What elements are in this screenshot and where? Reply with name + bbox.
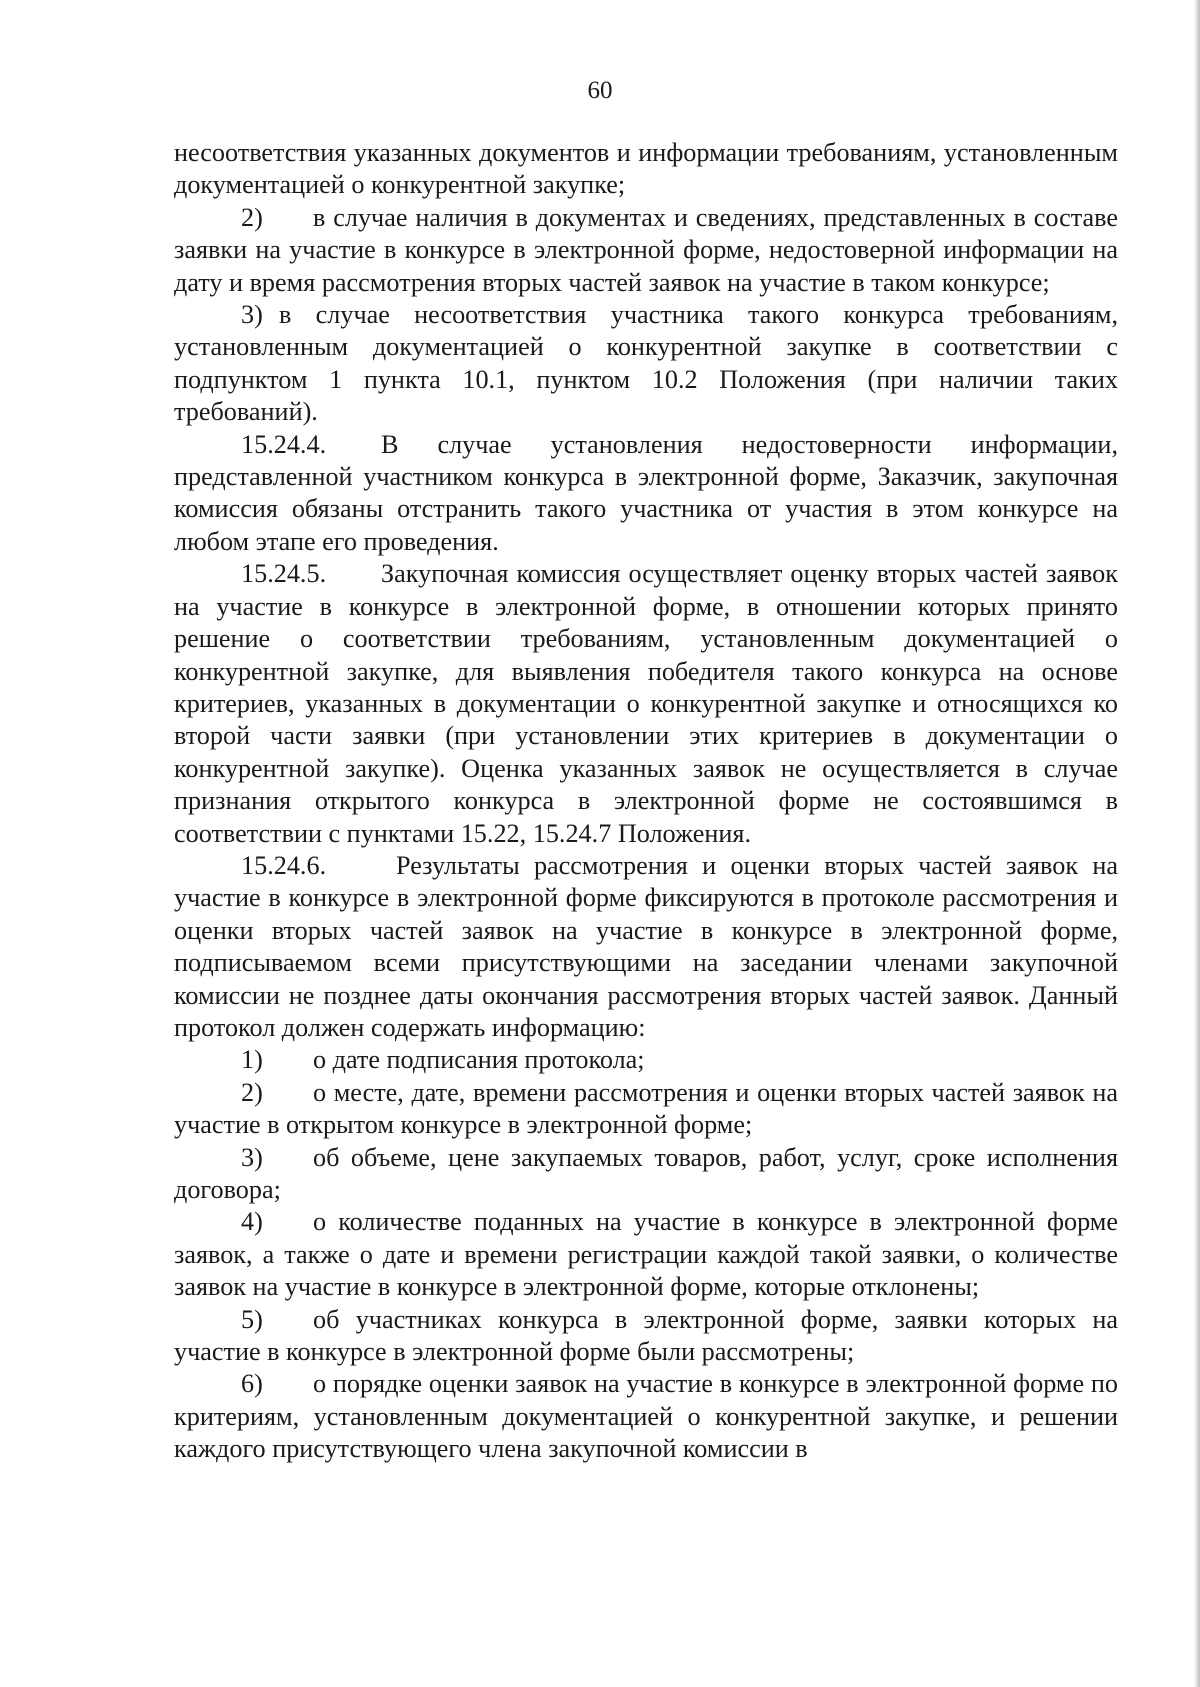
paragraph-text: о количестве поданных на участие в конкурсе в электронной форме заявок, а также о дате и времени регистрации каждой такой заявки, о количестве заявок на участие в конкурсе в электронной форме, которые отклонены; (174, 1207, 1118, 1302)
list-item-number: 1) (241, 1045, 263, 1075)
paragraph-text: В случае установления недостоверности информации, представленной участником конкурса в электронной форме, Заказчик, закупочная комиссия обязаны отстранить такого участника от участия в этом конкурсе на любом этапе его проведения. (174, 429, 1118, 556)
paragraph-text: несоответствия указанных документов и информации требованиям, установленным документацией о конкурентной закупке; (174, 138, 1118, 200)
list-item-1 (174, 1044, 1118, 1076)
clause-number: 15.24.4. (241, 429, 327, 459)
list-item-number: 4) (241, 1207, 263, 1237)
clause-number: 15.24.5. (241, 559, 327, 589)
document-body (174, 137, 1118, 1466)
clause-15-24-5 (174, 558, 1118, 850)
page-number: 60 (587, 77, 613, 104)
list-item-3b (174, 1142, 1118, 1207)
list-item-number: 2) (241, 202, 263, 232)
paragraph-text: о порядке оценки заявок на участие в конкурсе в электронной форме по критериям, установленным документацией о конкурентной закупке, и решении каждого присутствующего члена закупочной комиссии в (174, 1369, 1118, 1464)
paragraph-text: о дате подписания протокола; (313, 1045, 645, 1075)
scan-edge (1194, 0, 1200, 1687)
paragraph-continuation (174, 137, 1118, 202)
list-item-2 (174, 202, 1118, 299)
paragraph-text: в случае несоответствия участника такого конкурса требованиям, установленным документацией о конкурентной закупке в соответствии с подпунктом 1 пункта 10.1, пунктом 10.2 Положения (при наличии таких требований). (174, 300, 1118, 427)
list-item-4 (174, 1206, 1118, 1303)
list-item-5 (174, 1304, 1118, 1369)
paragraph-text: об объеме, цене закупаемых товаров, работ, услуг, сроке исполнения договора; (174, 1142, 1118, 1204)
list-item-number: 3) (241, 1142, 263, 1172)
clause-number: 15.24.6. (241, 850, 327, 880)
paragraph-text: Результаты рассмотрения и оценки вторых частей заявок на участие в конкурсе в электронной форме фиксируются в протоколе рассмотрения и оценки вторых частей заявок на участие в конкурсе в электронной форме, подписываемом всеми присутствующими на заседании членами закупочной комиссии не позднее даты окончания рассмотрения вторых частей заявок. Данный протокол должен содержать информацию: (174, 850, 1118, 1042)
list-item-3 (174, 299, 1118, 429)
list-item-number: 2) (241, 1077, 263, 1107)
list-item-number: 6) (241, 1369, 263, 1399)
paragraph-text: о месте, дате, времени рассмотрения и оценки вторых частей заявок на участие в открытом конкурсе в электронной форме; (174, 1077, 1118, 1140)
list-item-6 (174, 1368, 1118, 1465)
clause-15-24-6 (174, 850, 1118, 1044)
list-item-number: 5) (241, 1304, 263, 1334)
paragraph-text: об участниках конкурса в электронной форме, заявки которых на участие в конкурсе в электронной форме были рассмотрены; (174, 1304, 1118, 1367)
list-item-number: 3) (241, 300, 263, 330)
paragraph-text: Закупочная комиссия осуществляет оценку вторых частей заявок на участие в конкурсе в электронной форме, в отношении которых принято решение о соответствии требованиям, установленным документацией о конкурентной закупке, для выявления победителя такого конкурса на основе критериев, указанных в документации о конкурентной закупке и относящихся ко второй части заявки (при установлении этих критериев в документации о конкурентной закупке). Оценка указанных заявок не осуществляется в случае признания открытого конкурса в электронной форме не состоявшимся в соответствии с пунктами 15.22, 15.24.7 Положения. (174, 559, 1118, 848)
clause-15-24-4 (174, 429, 1118, 559)
paragraph-text: в случае наличия в документах и сведениях, представленных в составе заявки на участие в конкурсе в электронной форме, недостоверной информации на дату и время рассмотрения вторых частей заявок на участие в таком конкурсе; (174, 202, 1118, 297)
list-item-2b (174, 1077, 1118, 1142)
